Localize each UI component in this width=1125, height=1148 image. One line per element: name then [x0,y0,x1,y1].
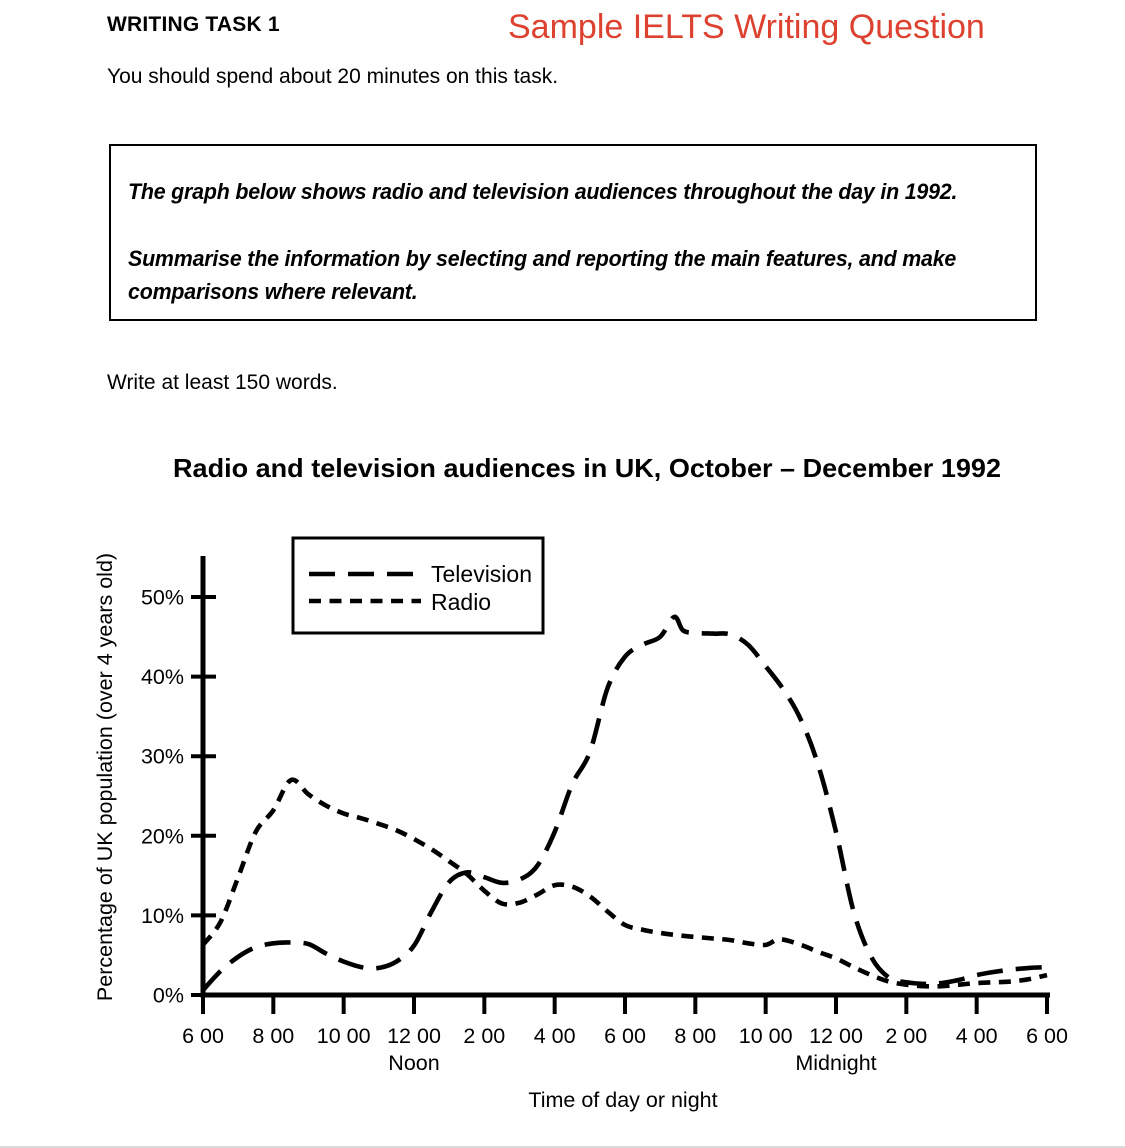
data-series [203,617,1047,990]
x-tick-label: 4 00 [955,1024,998,1048]
x-tick-label: 6 00 [182,1024,224,1048]
television-legend-label: Television [431,561,532,587]
x-tick-label: 4 00 [533,1024,576,1048]
noon-label: Noon [388,1051,440,1075]
x-tick-label: 2 00 [463,1024,506,1048]
word-count-instruction: Write at least 150 words. [107,371,338,394]
line-chart-svg [0,430,1125,1148]
writing-task-heading: WRITING TASK 1 [107,13,280,36]
prompt-line-2: Summarise the information by selecting and reporting the main features, and make comparisons where relevant. [128,246,957,304]
radio-series-line [203,780,1047,987]
task-prompt-box [109,144,1037,321]
y-tick-label: 20% [140,824,184,849]
chart-title: Radio and television audiences in UK, October – December 1992 [173,453,1001,483]
x-tick-label: 10 00 [738,1024,793,1048]
y-tick-label: 30% [140,744,184,769]
x-axis-title: Time of day or night [528,1088,718,1112]
midnight-label: Midnight [795,1051,877,1075]
x-tick-label: 6 00 [1026,1024,1068,1048]
x-tick-label: 8 00 [252,1024,295,1048]
x-axis-ticks [182,995,1068,1048]
x-tick-label: 6 00 [604,1024,646,1048]
x-tick-label: 12 00 [809,1024,863,1048]
time-instruction-text: You should spend about 20 minutes on this task. [107,65,559,88]
audience-chart [0,430,1125,1148]
chart-legend [293,538,543,633]
y-tick-label: 10% [140,903,184,928]
y-tick-label: 0% [152,983,184,1008]
y-tick-label: 50% [140,585,184,610]
x-tick-label: 10 00 [316,1024,371,1048]
y-axis-title: Percentage of UK population (over 4 years old) [93,552,117,1002]
prompt-line-1: The graph below shows radio and television audiences throughout the day in 1992. [128,179,958,204]
radio-legend-label: Radio [431,589,492,615]
x-tick-label: 2 00 [885,1024,928,1048]
y-tick-label: 40% [140,665,184,690]
x-tick-label: 12 00 [387,1024,441,1048]
x-tick-label: 8 00 [674,1024,717,1048]
sample-question-heading: Sample IELTS Writing Question [508,8,985,46]
television-series-line [203,617,1047,990]
